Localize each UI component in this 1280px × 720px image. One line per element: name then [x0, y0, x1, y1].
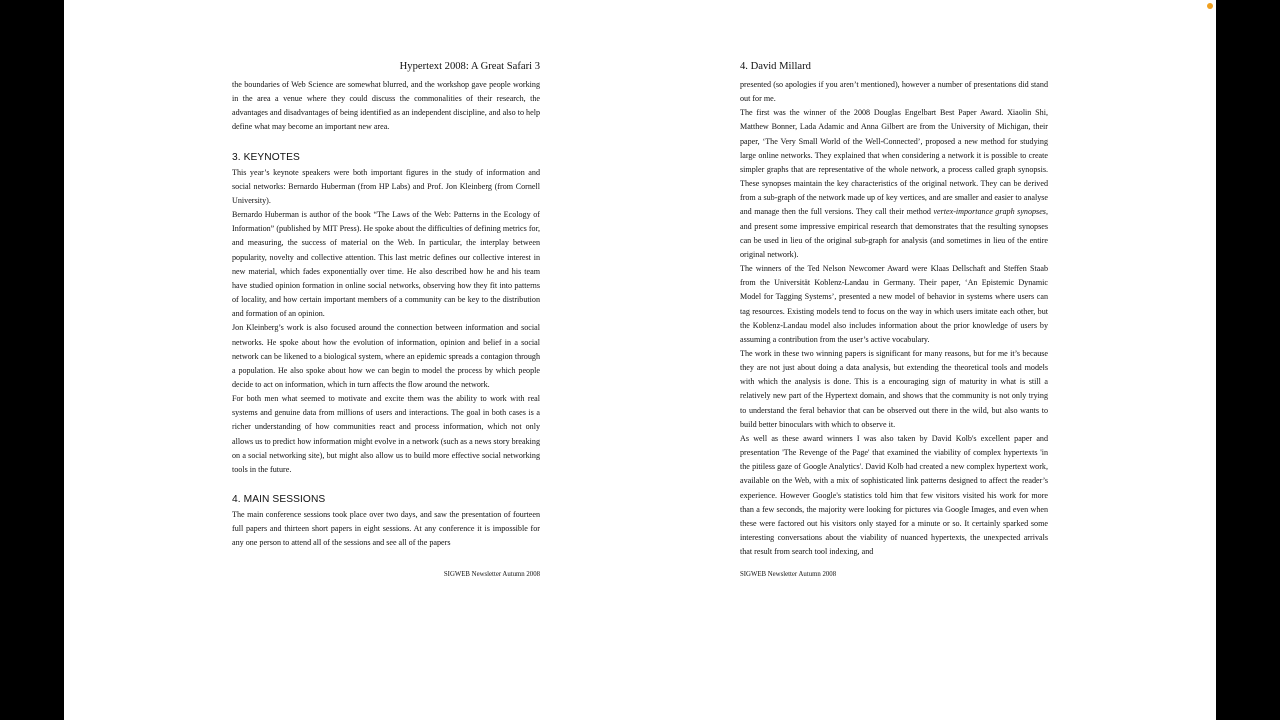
- right-paragraph-5: As well as these award winners I was also taken by David Kolb's excellent paper and presentation 'The Revenge of the Page' that examined the viability of complex hypertexts 'in the pitiless gaze of Google Analytics'. David Kolb had created a new complex hypertext work, available on the Web, with a mix of sophisticated link patterns designed to affect the reader’s experience. However Google's statistics told him that few visitors visited his work for more than a few seconds, the majority were looking for pictures via Google Images, and even when these were factored out his visitors only stayed for a minute or so. It certainly sparked some interesting conversations about the viability of nuanced hypertexts, the unexpected arrivals that result from search tool indexing, and: [740, 433, 1048, 557]
- keynotes-paragraph-3: Jon Kleinberg’s work is also focused around the connection between information and social networks. He spoke about how the evolution of information, opinion and belief in a social network can be likened to a biological system, where an epidemic spreads a contagion through a population. He also spoke about how we can begin to model the process by which people decide to act on information, which in turn affects the flow around the network.: [232, 323, 540, 389]
- keynotes-paragraph-2: Bernardo Huberman is author of the book “The Laws of the Web: Patterns in the Ecology of Information” (published by MIT Press). He spoke about the difficulties of defining metrics for, and measuring, the success of material on the Web. In particular, the interplay between popularity, novelty and collective attention. This last metric defines our collective interest in new material, which fades exponentially over time. He also described how he and his team have studied opinion formation in online social networks, observing how they fit into patterns of locality, and how certain important members of a community can be key to the distribution and formation of an opinion.: [232, 210, 540, 319]
- intro-paragraph: the boundaries of Web Science are somewhat blurred, and the workshop gave people working in the area a venue where they could discuss the commonalities of their research, the advantages and disadvantages of being identified as an independent discipline, and also to help define what may become an important new area.: [232, 80, 540, 132]
- keynotes-paragraph-1: This year’s keynote speakers were both important figures in the study of information and social networks: Bernardo Huberman (from HP Labs) and Prof. Jon Kleinberg (from Cornell University).: [232, 167, 540, 205]
- right-paragraph-3: The winners of the Ted Nelson Newcomer Award were Klaas Dellschaft and Steffen Staab from the Universität Koblenz-Landau in Germany. Their paper, ‘An Epistemic Dynamic Model for Tagging Systems’, presented a new model of behavior in systems where users can tag resources. Existing models tend to focus on the way in which users imitate each other, but the Koblenz-Landau model also includes information about the prior knowledge of users by assuming a contribution from the user’s active vocabulary.: [740, 264, 1048, 344]
- document-spread: [64, 0, 1216, 720]
- emphasis-term: vertex-importance graph synopses: [933, 207, 1046, 217]
- left-page: [232, 60, 540, 578]
- right-page-body: [740, 78, 1048, 560]
- right-paragraph-1: presented (so apologies if you aren’t mentioned), however a number of presentations did stand out for me.: [740, 80, 1048, 104]
- keynotes-paragraph-4: For both men what seemed to motivate and excite them was the ability to work with real systems and genuine data from millions of users and interactions. The goal in both cases is a richer understanding of how communities react and process information, which not only allows us to predict how information might evolve in a network (such as a news story breaking on a social networking site), but might also allow us to build more effective social networking tools in the future.: [232, 394, 540, 474]
- indicator-dot: [1207, 3, 1213, 9]
- left-running-head: Hypertext 2008: A Great Safari 3: [399, 61, 540, 72]
- paragraph-text: The first was the winner of the 2008 Douglas Engelbart Best Paper Award. Xiaolin Shi, Matthew Bonner, Lada Adamic and Anna Gilbert are from the University of Michigan, their paper, ‘The Very Small World of the Well-Connected’, proposed a new method for studying large online networks. They explained that when considering a network it is possible to create simpler graphs that are representative of the whole network, a process called graph synopsis. These synopses maintain the key characteristics of the original network. They can be derived from a sub-graph of the network made up of key vertices, and are smaller and easier to analyse and manage then the full versions. They call their method: [740, 108, 1048, 217]
- paragraph-text: , and present some impressive empirical research that demonstrates that the resulting synopses can be used in lieu of the original sub-graph for analysis (and sometimes in lieu of the entire original network).: [740, 207, 1048, 259]
- left-page-body: [232, 78, 540, 560]
- right-page-footer: SIGWEB Newsletter Autumn 2008: [740, 571, 837, 578]
- keynotes-heading: 3. KEYNOTES: [232, 151, 300, 163]
- right-paragraph-2: [740, 106, 1048, 262]
- right-running-head: 4. David Millard: [740, 61, 811, 72]
- left-page-footer: SIGWEB Newsletter Autumn 2008: [443, 571, 540, 578]
- right-page: [740, 60, 1048, 578]
- right-paragraph-4: The work in these two winning papers is significant for many reasons, but for me it’s because they are not just about doing a data analysis, but extending the theoretical tools and models with which the analysis is done. This is a encouraging sign of maturity in what is still a relatively new part of the Hypertext domain, and shows that the community is not only trying to understand the feral behavior that can be observed out there in the wild, but also wants to build better binoculars with which to observe it.: [740, 348, 1048, 429]
- sessions-paragraph-1: The main conference sessions took place over two days, and saw the presentation of fourteen full papers and thirteen short papers in eight sessions. At any conference it is impossible for any one person to attend all of the sessions and see all of the papers: [232, 510, 540, 548]
- main-sessions-heading: 4. MAIN SESSIONS: [232, 494, 326, 506]
